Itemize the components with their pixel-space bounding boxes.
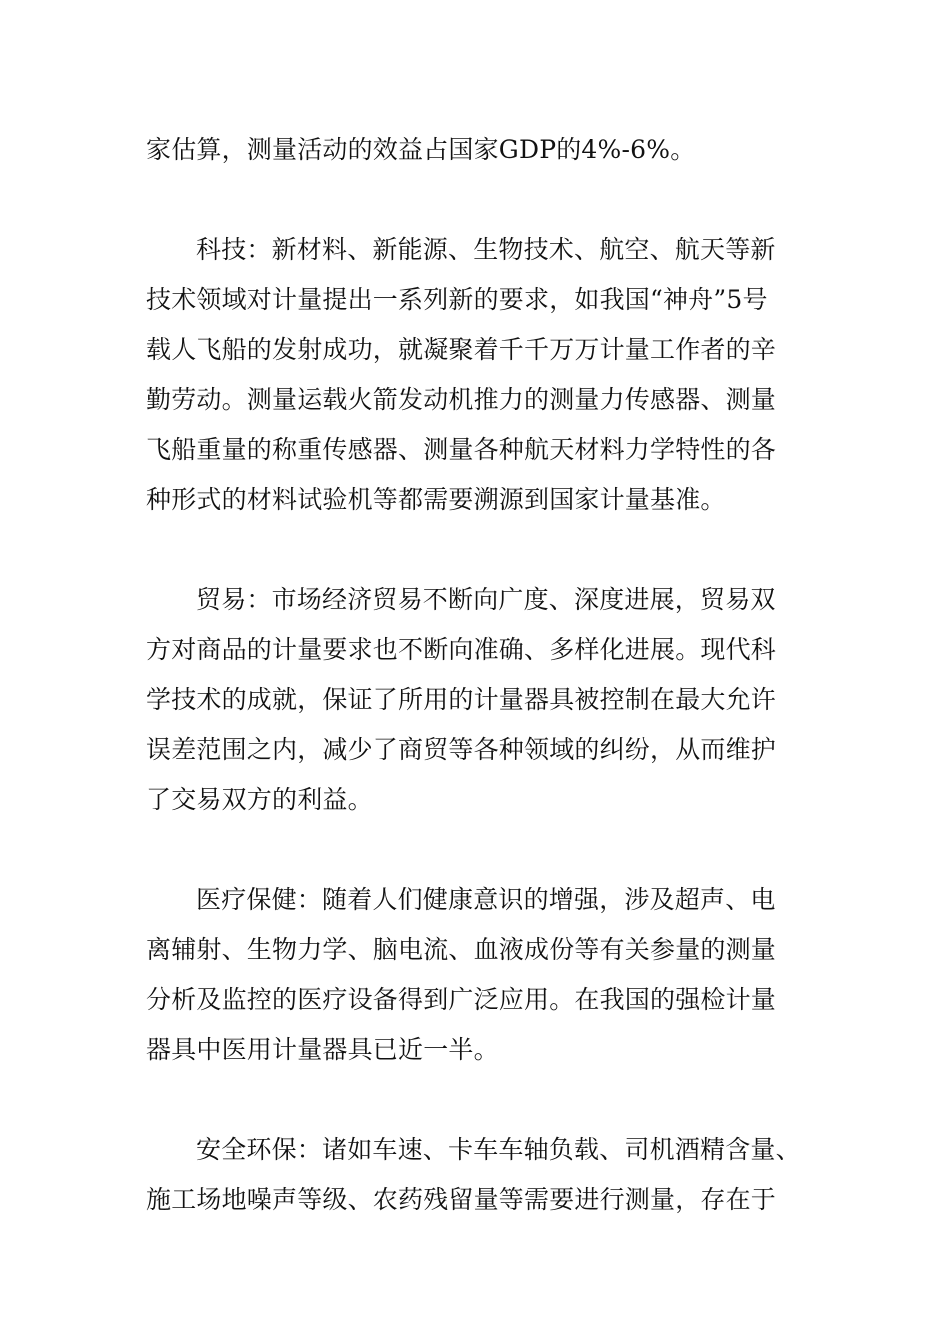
paragraph-4-line-3: 分析及监控的医疗设备得到广泛应用。在我国的强检计量 [146,985,777,1014]
paragraph-3-line-4: 误差范围之内，减少了商贸等各种领域的纠纷，从而维护 [146,735,777,764]
paragraph-3-line-1: 贸易：市场经济贸易不断向广度、深度进展，贸易双 [196,585,776,614]
paragraph-2-line-3: 载人飞船的发射成功，就凝聚着千千万万计量工作者的辛 [146,335,777,364]
paragraph-2-line-2: 技术领域对计量提出一系列新的要求，如我国“神舟”5号 [146,285,768,314]
paragraph-3-line-3: 学技术的成就，保证了所用的计量器具被控制在最大允许 [146,685,777,714]
paragraph-3-line-5: 了交易双方的利益。 [146,785,373,814]
paragraph-3-line-2: 方对商品的计量要求也不断向准确、多样化进展。现代科 [146,635,777,664]
paragraph-5-line-2: 施工场地噪声等级、农药残留量等需要进行测量，存在于 [146,1185,777,1214]
paragraph-2-line-4: 勤劳动。测量运载火箭发动机推力的测量力传感器、测量 [146,385,777,414]
paragraph-4-line-4: 器具中医用计量器具已近一半。 [146,1035,499,1064]
paragraph-4-line-2: 离辅射、生物力学、脑电流、血液成份等有关参量的测量 [146,935,777,964]
paragraph-2-line-5: 飞船重量的称重传感器、测量各种航天材料力学特性的各 [146,435,777,464]
paragraph-5-line-1: 安全环保：诸如车速、卡车车轴负载、司机酒精含量、 [196,1135,801,1164]
paragraph-1-line-1: 家估算，测量活动的效益占国家GDP的4%-6%。 [146,135,696,164]
paragraph-4-line-1: 医疗保健：随着人们健康意识的增强，涉及超声、电 [196,885,776,914]
paragraph-2-line-1: 科技：新材料、新能源、生物技术、航空、航天等新 [196,235,776,264]
paragraph-2-line-6: 种形式的材料试验机等都需要溯源到国家计量基准。 [146,485,726,514]
